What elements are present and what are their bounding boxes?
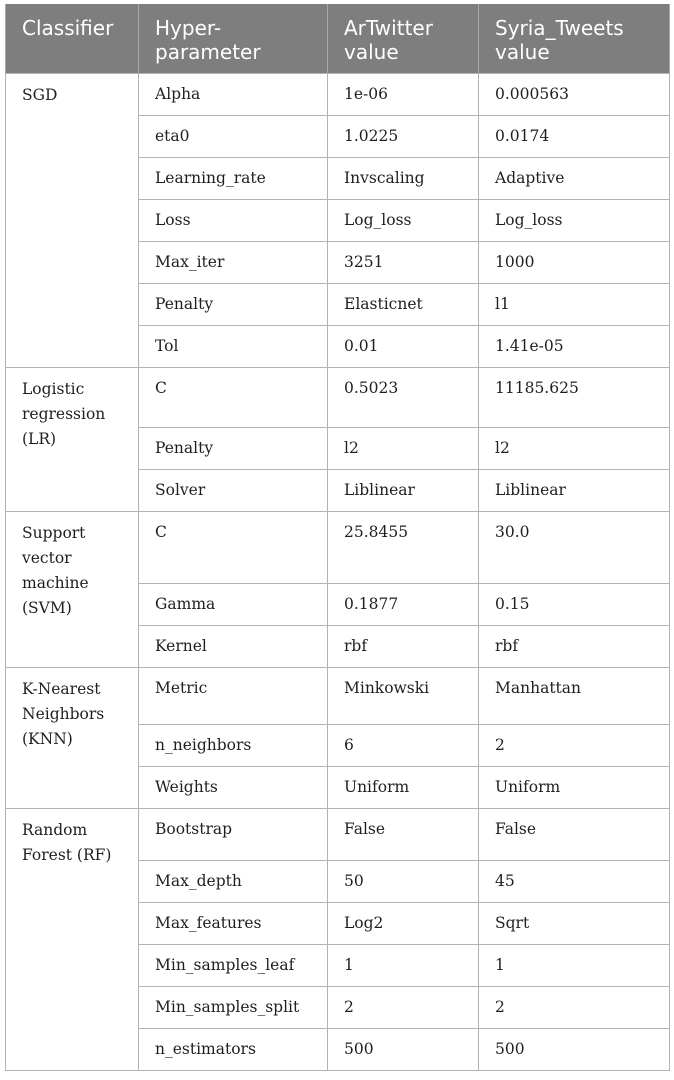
param-cell: Gamma bbox=[139, 584, 328, 626]
classifier-cell-rf: Random Forest (RF) bbox=[6, 809, 139, 1071]
syria-value-cell: l2 bbox=[479, 428, 670, 470]
classifier-cell-svm: Support vector machine (SVM) bbox=[6, 512, 139, 668]
syria-value-cell: 2 bbox=[479, 725, 670, 767]
artwitter-value-cell: 3251 bbox=[328, 242, 479, 284]
header-hyper-parameter: Hyper-parameter bbox=[139, 4, 328, 74]
syria-value-cell: 1.41e-05 bbox=[479, 326, 670, 368]
syria-value-cell: l1 bbox=[479, 284, 670, 326]
param-cell: n_estimators bbox=[139, 1029, 328, 1071]
artwitter-value-cell: 1.0225 bbox=[328, 116, 479, 158]
artwitter-value-cell: 500 bbox=[328, 1029, 479, 1071]
syria-value-cell: Liblinear bbox=[479, 470, 670, 512]
table-row bbox=[6, 368, 670, 428]
syria-value-cell: rbf bbox=[479, 626, 670, 668]
header-artwitter-value: ArTwitter value bbox=[328, 4, 479, 74]
param-cell: Solver bbox=[139, 470, 328, 512]
param-cell: Metric bbox=[139, 668, 328, 725]
table-row bbox=[6, 668, 670, 725]
artwitter-value-cell: Invscaling bbox=[328, 158, 479, 200]
syria-value-cell: 0.15 bbox=[479, 584, 670, 626]
syria-value-cell: False bbox=[479, 809, 670, 861]
artwitter-value-cell: Minkowski bbox=[328, 668, 479, 725]
param-cell: Kernel bbox=[139, 626, 328, 668]
syria-value-cell: Sqrt bbox=[479, 903, 670, 945]
syria-value-cell: 2 bbox=[479, 987, 670, 1029]
param-cell: Bootstrap bbox=[139, 809, 328, 861]
artwitter-value-cell: 25.8455 bbox=[328, 512, 479, 584]
hyperparameter-table-container bbox=[5, 4, 669, 1071]
header-syria-tweets-value: Syria_Tweets value bbox=[479, 4, 670, 74]
param-cell: Alpha bbox=[139, 74, 328, 116]
param-cell: Learning_rate bbox=[139, 158, 328, 200]
param-cell: C bbox=[139, 512, 328, 584]
param-cell: Min_samples_split bbox=[139, 987, 328, 1029]
table-row bbox=[6, 809, 670, 861]
artwitter-value-cell: 0.01 bbox=[328, 326, 479, 368]
syria-value-cell: 0.0174 bbox=[479, 116, 670, 158]
artwitter-value-cell: 2 bbox=[328, 987, 479, 1029]
syria-value-cell: 500 bbox=[479, 1029, 670, 1071]
syria-value-cell: 45 bbox=[479, 861, 670, 903]
classifier-cell-lr: Logistic regression (LR) bbox=[6, 368, 139, 512]
artwitter-value-cell: Log2 bbox=[328, 903, 479, 945]
artwitter-value-cell: Elasticnet bbox=[328, 284, 479, 326]
syria-value-cell: Uniform bbox=[479, 767, 670, 809]
artwitter-value-cell: Log_loss bbox=[328, 200, 479, 242]
param-cell: Min_samples_leaf bbox=[139, 945, 328, 987]
param-cell: Weights bbox=[139, 767, 328, 809]
table-row bbox=[6, 512, 670, 584]
artwitter-value-cell: l2 bbox=[328, 428, 479, 470]
artwitter-value-cell: rbf bbox=[328, 626, 479, 668]
artwitter-value-cell: 1e-06 bbox=[328, 74, 479, 116]
artwitter-value-cell: Liblinear bbox=[328, 470, 479, 512]
classifier-cell-sgd: SGD bbox=[6, 74, 139, 368]
artwitter-value-cell: 0.1877 bbox=[328, 584, 479, 626]
param-cell: Tol bbox=[139, 326, 328, 368]
artwitter-value-cell: 6 bbox=[328, 725, 479, 767]
param-cell: Penalty bbox=[139, 428, 328, 470]
artwitter-value-cell: Uniform bbox=[328, 767, 479, 809]
syria-value-cell: Log_loss bbox=[479, 200, 670, 242]
artwitter-value-cell: False bbox=[328, 809, 479, 861]
param-cell: n_neighbors bbox=[139, 725, 328, 767]
syria-value-cell: 30.0 bbox=[479, 512, 670, 584]
param-cell: Max_depth bbox=[139, 861, 328, 903]
syria-value-cell: 11185.625 bbox=[479, 368, 670, 428]
classifier-cell-knn: K-Nearest Neighbors (KNN) bbox=[6, 668, 139, 809]
syria-value-cell: 0.000563 bbox=[479, 74, 670, 116]
syria-value-cell: Adaptive bbox=[479, 158, 670, 200]
param-cell: Max_features bbox=[139, 903, 328, 945]
param-cell: Max_iter bbox=[139, 242, 328, 284]
syria-value-cell: 1 bbox=[479, 945, 670, 987]
syria-value-cell: Manhattan bbox=[479, 668, 670, 725]
hyperparameter-table bbox=[5, 4, 670, 1071]
artwitter-value-cell: 0.5023 bbox=[328, 368, 479, 428]
table-row bbox=[6, 74, 670, 116]
param-cell: Loss bbox=[139, 200, 328, 242]
artwitter-value-cell: 50 bbox=[328, 861, 479, 903]
param-cell: Penalty bbox=[139, 284, 328, 326]
syria-value-cell: 1000 bbox=[479, 242, 670, 284]
header-classifier: Classifier bbox=[6, 4, 139, 74]
param-cell: eta0 bbox=[139, 116, 328, 158]
table-header-row bbox=[6, 4, 670, 74]
artwitter-value-cell: 1 bbox=[328, 945, 479, 987]
param-cell: C bbox=[139, 368, 328, 428]
